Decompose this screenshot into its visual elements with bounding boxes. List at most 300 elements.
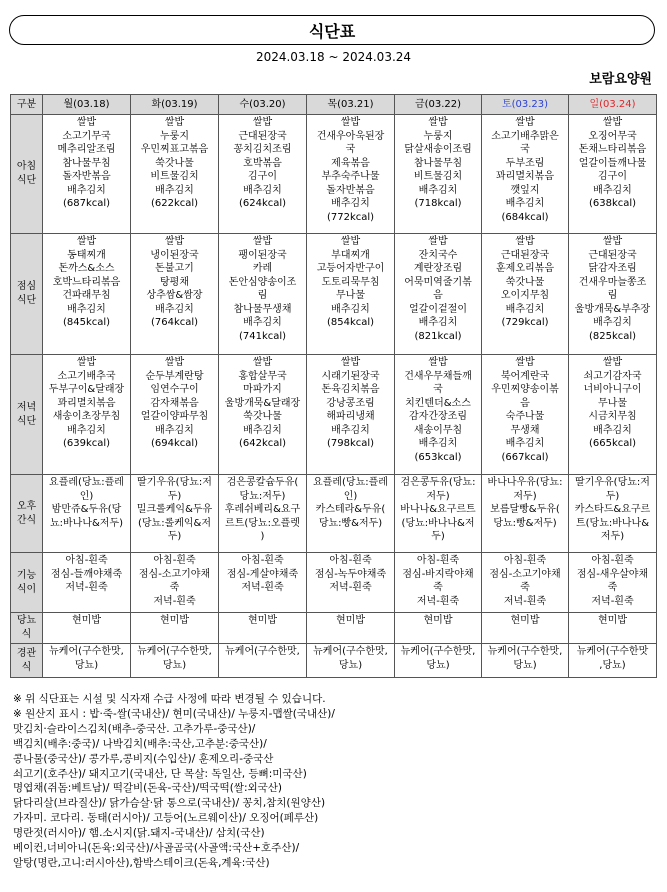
menu-item: 탕평채	[160, 276, 189, 288]
menu-cell-dinner-tue	[131, 355, 219, 475]
menu-item: 당뇨:저두)	[239, 490, 286, 502]
menu-item: 배추김치	[593, 317, 632, 328]
menu-item: 현미밥	[72, 615, 101, 626]
menu-item: 배추김치	[505, 303, 545, 315]
menu-cell-breakfast-fri	[395, 115, 482, 234]
menu-cell-lunch-sun	[569, 234, 657, 355]
menu-item: 쑥갓나물	[243, 411, 282, 422]
menu-item: 근대된장국	[238, 130, 287, 142]
day-header-sun: 일(03.24)	[569, 95, 657, 115]
menu-item: (684kcal)	[501, 211, 549, 223]
notes	[13, 692, 653, 871]
row-label-line: 식	[21, 629, 32, 640]
menu-item: 두)	[167, 490, 182, 502]
menu-cell-lunch-mon	[43, 234, 131, 355]
menu-item: 배추김치	[243, 424, 282, 436]
menu-item: 쌀밥	[602, 357, 623, 368]
menu-item: 숙주나물	[505, 411, 545, 422]
menu-item: (772kcal)	[326, 211, 375, 223]
menu-item: 점심-바지락야채	[402, 568, 474, 580]
row-label-line: 식이	[16, 583, 37, 595]
day-header-thu: 목(03.21)	[307, 95, 395, 115]
menu-item: 보름달빵&두유(	[490, 504, 560, 515]
menu-item: 새송이초장무침	[52, 411, 121, 422]
menu-item: 쌀밥	[340, 236, 361, 247]
menu-cell-breakfast-thu	[307, 115, 395, 234]
menu-item: 국	[433, 384, 443, 395]
menu-item: 림	[257, 290, 268, 301]
menu-item: 점심-게살야채죽	[226, 568, 299, 580]
menu-item: 고등어자반구이	[316, 263, 385, 274]
menu-item: 건새우아욱된장	[316, 130, 385, 142]
menu-item: 아침-흰죽	[65, 555, 108, 566]
menu-item: 쌀밥	[515, 236, 535, 247]
menu-item: 배추김치	[155, 424, 194, 436]
menu-item: 검은콩두유(당뇨:	[400, 477, 476, 488]
menu-item: (당뇨:바나나&저	[401, 517, 475, 529]
menu-table	[10, 94, 657, 678]
menu-item: 당뇨:빵&저두)	[493, 517, 557, 529]
menu-item: 마파가지	[243, 384, 282, 395]
menu-cell-diabetic-diet-sun	[569, 613, 657, 644]
row-functional-diet	[11, 553, 657, 613]
row-label-diabetic-diet	[11, 613, 43, 644]
menu-item: 밀크롤케익&두유	[136, 504, 213, 515]
menu-item: 돈불고기	[155, 263, 194, 274]
menu-item: 당뇨)	[338, 659, 363, 671]
menu-item: 두)	[431, 531, 445, 542]
menu-item: 북어계란국	[500, 370, 550, 382]
menu-item: 뉴케어(구수한맛	[576, 646, 649, 657]
menu-item: 우민찌표고볶음	[140, 144, 209, 155]
menu-item: 쌀밥	[515, 357, 535, 368]
menu-item: (687kcal)	[62, 198, 111, 209]
menu-item: 무생채	[510, 424, 540, 436]
menu-item: 바나나&요구르트	[400, 504, 476, 515]
menu-item: 김구이	[248, 171, 277, 182]
menu-item: 꽁치김치조림	[233, 144, 292, 155]
menu-item: 현미밥	[160, 615, 189, 626]
note-line: 콩나물(중국산)/ 콩가루,콩비지(수입산)/ 훈제오리-중국산	[13, 752, 274, 765]
menu-cell-functional-diet-thu	[307, 553, 395, 613]
menu-cell-afternoon-snack-fri	[395, 475, 482, 553]
menu-item: 치킨텐더&소스	[405, 397, 471, 409]
menu-item: 얼갈이양파무침	[140, 411, 209, 422]
row-label-line: 오후	[16, 500, 37, 512]
menu-item: 배추김치	[418, 438, 458, 449]
menu-cell-dinner-fri	[395, 355, 482, 475]
menu-item: 배추김치	[67, 303, 106, 315]
menu-item: 무나물	[336, 290, 365, 301]
menu-item: 잔치국수	[418, 249, 458, 261]
menu-cell-breakfast-sun	[569, 115, 657, 234]
menu-item: ,당뇨)	[599, 659, 626, 671]
menu-item: 점심-녹두야채죽	[314, 568, 387, 580]
menu-item: 쌀밥	[602, 236, 623, 247]
menu-cell-diabetic-diet-mon	[43, 613, 131, 644]
menu-item: 꽈리멸치볶음	[496, 171, 554, 182]
menu-item: 메추리알조림	[57, 144, 116, 155]
note-line: 쇠고기(호주산)/ 돼지고기(국내산, 단 목살: 독일산, 등뼈:미국산)	[13, 767, 307, 780]
menu-item: 국	[520, 144, 530, 155]
menu-item: 제육볶음	[331, 157, 370, 169]
menu-item: 뉴케어(구수한맛,	[49, 646, 124, 657]
menu-item: 점심-소고기야채	[489, 568, 561, 580]
menu-item: 비트물김치	[150, 171, 199, 182]
menu-item: 당뇨:빵&저두)	[318, 517, 383, 529]
menu-item: (694kcal)	[150, 438, 199, 449]
menu-item: 배추김치	[593, 184, 632, 196]
menu-item: 저두)	[426, 490, 450, 502]
menu-item: 얼갈이겉절이	[409, 303, 467, 315]
menu-cell-functional-diet-sun	[569, 553, 657, 613]
menu-item: 점심-새우살야채	[576, 568, 649, 580]
menu-cell-afternoon-snack-sat	[482, 475, 569, 553]
note-line: 명란젓(러시아)/ 햄.소시지(닭.돼지-국내산)/ 삼치(국산)	[13, 827, 265, 840]
menu-item: 쌀밥	[428, 117, 448, 128]
menu-item: 죽	[520, 582, 530, 593]
note-line: 명엽채(쥐돔:베트남)/ 떡갈비(돈육-국산)/떡국떡(쌀:외국산)	[13, 782, 283, 795]
menu-cell-afternoon-snack-wed	[219, 475, 307, 553]
menu-item: 현미밥	[423, 615, 453, 626]
menu-item: 트(당뇨:바나나&	[575, 517, 650, 529]
menu-item: 아침-흰죽	[503, 555, 547, 566]
menu-item: 부대찌개	[331, 249, 370, 261]
menu-item: 카스테라&두유(	[315, 504, 386, 515]
menu-item: 배추김치	[331, 303, 370, 315]
menu-item: 배추김치	[67, 424, 106, 436]
row-afternoon-snack	[11, 475, 657, 553]
menu-item: 저녁-흰죽	[65, 582, 108, 593]
menu-cell-functional-diet-sat	[482, 553, 569, 613]
menu-cell-breakfast-sat	[482, 115, 569, 234]
menu-item: 돈안심양송이조	[228, 276, 297, 288]
menu-item: 배추김치	[505, 198, 545, 209]
menu-item: 쌀밥	[252, 357, 273, 368]
menu-item: 죽	[433, 582, 443, 593]
menu-item: 저두)	[513, 490, 537, 502]
menu-item: 인)	[79, 490, 94, 502]
menu-item: 닭감자조림	[588, 263, 637, 274]
menu-cell-diabetic-diet-sat	[482, 613, 569, 644]
menu-item: 쌀밥	[164, 236, 185, 247]
menu-cell-functional-diet-fri	[395, 553, 482, 613]
menu-cell-functional-diet-tue	[131, 553, 219, 613]
menu-item: 요플레(당뇨:플레	[313, 477, 388, 488]
menu-item: 아침-흰죽	[153, 555, 196, 566]
menu-item: (718kcal)	[414, 198, 462, 209]
menu-item: 근대된장국	[500, 249, 550, 261]
page-title: 식단표	[308, 21, 356, 41]
row-label-line: 간식	[16, 514, 37, 526]
date-range: 2024.03.18 ~ 2024.03.24	[255, 50, 412, 64]
row-label-line: 당뇨	[16, 615, 37, 626]
menu-item: 당뇨)	[426, 659, 450, 671]
menu-cell-functional-diet-mon	[43, 553, 131, 613]
menu-item: 쌀밥	[428, 236, 448, 247]
menu-cell-dinner-mon	[43, 355, 131, 475]
menu-cell-breakfast-wed	[219, 115, 307, 234]
menu-item: 쌀밥	[515, 117, 535, 128]
menu-cell-diabetic-diet-fri	[395, 613, 482, 644]
menu-item: 국	[345, 144, 356, 155]
menu-item: 아침-흰죽	[416, 555, 460, 566]
menu-item: (624kcal)	[238, 198, 287, 209]
menu-item: 훈제오리볶음	[496, 263, 554, 274]
menu-cell-dinner-sun	[569, 355, 657, 475]
menu-item: 김구이	[598, 171, 627, 182]
note-line: 백김치(배추:중국)/ 나박김치(배추:국산,고추분:중국산)/	[13, 737, 267, 750]
menu-item: 울방개묵&부추장	[574, 303, 651, 315]
menu-item: 얼갈이들깨나물	[578, 157, 647, 169]
menu-cell-breakfast-mon	[43, 115, 131, 234]
menu-item: 쌀밥	[76, 117, 97, 128]
menu-item: 쇠고기감자국	[583, 370, 642, 382]
menu-cell-lunch-wed	[219, 234, 307, 355]
menu-item: (당뇨:롤케익&저	[137, 517, 212, 529]
menu-item: 요플레(당뇨:플레	[49, 477, 124, 488]
menu-item: 카스타드&요구르	[574, 504, 651, 515]
menu-item: 닭살새송이조림	[404, 144, 472, 155]
day-header-wed: 수(03.20)	[219, 95, 307, 115]
day-header-fri: 금(03.22)	[395, 95, 482, 115]
menu-item: 아침-흰죽	[329, 555, 372, 566]
menu-item: 저녁-흰죽	[591, 595, 634, 607]
menu-item: 상추쌈&쌈장	[146, 290, 203, 301]
menu-cell-afternoon-snack-sun	[569, 475, 657, 553]
menu-cell-diabetic-diet-wed	[219, 613, 307, 644]
menu-item: 배추김치	[243, 317, 282, 328]
menu-item: 도토리묵무침	[321, 276, 380, 288]
menu-item: 뉴케어(구수한맛,	[400, 646, 476, 657]
menu-item: 건파래무침	[62, 290, 111, 301]
menu-item: 우민찌양송이볶	[491, 384, 559, 395]
menu-item: (638kcal)	[588, 198, 637, 209]
menu-item: 두)	[605, 490, 620, 502]
note-line: 맛김치·슬라이스김치(배추-중국산. 고추가루-중국산)/	[13, 722, 256, 735]
menu-item: 돈까스&소스	[58, 263, 115, 274]
menu-cell-dinner-wed	[219, 355, 307, 475]
row-diabetic-diet	[11, 613, 657, 644]
menu-cell-tube-feeding-fri	[395, 644, 482, 678]
menu-item: 죽	[169, 582, 180, 593]
menu-item: 뇨:바나나&저두)	[49, 517, 124, 529]
menu-item: 현미밥	[248, 615, 277, 626]
menu-item: 돌자반볶음	[326, 184, 375, 196]
menu-item: 뉴케어(구수한맛,	[313, 646, 388, 657]
menu-item: 꽈리멸치볶음	[57, 397, 116, 409]
row-breakfast	[11, 115, 657, 234]
menu-item: 울방개묵&달래장	[224, 397, 301, 409]
menu-item: 딸기우유(당뇨:저	[137, 477, 212, 488]
menu-item: 쌀밥	[252, 236, 273, 247]
menu-item: 호박볶음	[243, 157, 282, 169]
menu-item: 동태찌개	[67, 249, 106, 261]
day-header-mon: 월(03.18)	[43, 95, 131, 115]
menu-cell-tube-feeding-tue	[131, 644, 219, 678]
menu-item: (798kcal)	[326, 438, 375, 449]
organization-name: 보람요양원	[589, 72, 652, 87]
row-label-afternoon-snack	[11, 475, 43, 553]
menu-item: 딸기우유(당뇨:저	[575, 477, 650, 488]
menu-item: 감자채볶음	[150, 397, 199, 409]
menu-item: (764kcal)	[150, 317, 199, 328]
menu-item: (622kcal)	[150, 198, 199, 209]
menu-item: 건새우마늘쫑조	[578, 276, 647, 288]
menu-item: (741kcal)	[238, 330, 287, 342]
header-row	[11, 95, 657, 115]
menu-item: 두부조림	[505, 157, 545, 169]
menu-item: 저두)	[600, 531, 625, 542]
menu-item: 소고기무국	[62, 130, 111, 142]
menu-cell-tube-feeding-sun	[569, 644, 657, 678]
menu-cell-diabetic-diet-tue	[131, 613, 219, 644]
menu-cell-tube-feeding-mon	[43, 644, 131, 678]
menu-item: )	[260, 531, 265, 542]
row-label-lunch	[11, 234, 43, 355]
menu-item: 호박느타리볶음	[52, 276, 121, 288]
menu-item: 배추김치	[155, 303, 194, 315]
note-line: ※ 위 식단표는 시설 및 식자재 수급 사정에 따라 변경될 수 있습니다.	[13, 693, 326, 705]
menu-item: 순두부계란탕	[145, 370, 204, 382]
menu-cell-tube-feeding-sat	[482, 644, 569, 678]
menu-item: 카레	[252, 263, 273, 274]
menu-item: 당뇨)	[74, 659, 99, 671]
menu-item: 임연수구이	[150, 384, 199, 395]
note-line: 베이컨,너비아니(돈육:외국산)/사골곰국(사골액:국산+호주산)/	[13, 842, 300, 855]
menu-cell-afternoon-snack-thu	[307, 475, 395, 553]
menu-cell-diabetic-diet-thu	[307, 613, 395, 644]
menu-item: 돈육김치볶음	[321, 384, 380, 395]
menu-item: 두부구이&달래장	[48, 384, 125, 395]
menu-item: 쌀밥	[340, 117, 361, 128]
menu-item: 밤만쥬&두유(당	[51, 504, 122, 515]
menu-item: 아침-흰죽	[241, 555, 284, 566]
menu-item: 쌀밥	[602, 117, 623, 128]
menu-item: 점심-소고기야채	[138, 568, 211, 580]
row-label-dinner	[11, 355, 43, 475]
menu-item: 쌀밥	[164, 357, 185, 368]
menu-cell-tube-feeding-wed	[219, 644, 307, 678]
menu-item: 근대된장국	[588, 249, 637, 261]
menu-item: 배추김치	[593, 424, 632, 436]
menu-item: 너비아니구이	[583, 384, 642, 395]
menu-cell-afternoon-snack-tue	[131, 475, 219, 553]
menu-item: 음	[520, 397, 530, 409]
row-label-line: 식	[21, 661, 32, 673]
menu-item: 현미밥	[336, 615, 365, 626]
row-lunch	[11, 234, 657, 355]
menu-item: 배추김치	[67, 184, 106, 196]
menu-item: 홍합살무국	[238, 370, 287, 382]
menu-body	[11, 115, 657, 678]
menu-item: 비트물김치	[413, 171, 463, 182]
menu-item: 쌀밥	[76, 357, 97, 368]
note-line: 닭다리살(브라질산)/ 닭가슴살·닭 통으로(국내산)/ 꽁치,참치(원양산)	[13, 797, 326, 810]
menu-cell-dinner-thu	[307, 355, 395, 475]
menu-item: 강낭콩조림	[326, 397, 375, 409]
menu-item: (642kcal)	[238, 438, 287, 449]
menu-item: 뉴케어(구수한맛,	[487, 646, 563, 657]
menu-item: 저녁-흰죽	[503, 595, 547, 607]
menu-cell-lunch-fri	[395, 234, 482, 355]
day-header-tue: 화(03.19)	[131, 95, 219, 115]
menu-item: 르트(당뇨:오플렛	[225, 517, 300, 529]
menu-item: 새송이무침	[413, 424, 463, 436]
menu-item: 부추숙주나물	[321, 171, 380, 182]
menu-item: 무나물	[598, 397, 627, 409]
menu-item: 배추김치	[505, 438, 545, 449]
menu-item: 팽이된장국	[238, 249, 287, 261]
menu-item: 소고기배추국	[57, 370, 116, 382]
menu-item: 돌자반볶음	[62, 171, 111, 182]
row-label-line: 아침	[16, 161, 37, 172]
row-label-line: 기능	[16, 569, 37, 581]
menu-item: 두)	[167, 531, 182, 542]
menu-item: 참나물무침	[413, 157, 463, 169]
menu-item: 참나물무침	[62, 157, 111, 169]
menu-item: 쑥갓나물	[505, 276, 545, 288]
menu-item: 쌀밥	[428, 357, 448, 368]
menu-cell-tube-feeding-thu	[307, 644, 395, 678]
menu-item: 뉴케어(구수한맛,	[137, 646, 212, 657]
menu-item: 어묵미역줄기볶	[404, 276, 472, 288]
row-label-line: 저녁	[16, 401, 37, 413]
menu-item: 저녁-흰죽	[329, 582, 372, 593]
menu-item: 쌀밥	[340, 357, 361, 368]
menu-item: (821kcal)	[414, 330, 462, 342]
menu-item: 배추김치	[331, 198, 370, 209]
menu-item: 오징어무국	[588, 130, 637, 142]
menu-item: 음	[433, 290, 443, 301]
row-label-line: 점심	[16, 281, 37, 292]
menu-cell-functional-diet-wed	[219, 553, 307, 613]
menu-item: 냉이된장국	[150, 249, 199, 261]
note-line: 알탕(명란,고니:러시아산),함박스테이크(돈육,계육:국산)	[13, 856, 270, 869]
menu-item: 배추김치	[243, 184, 282, 196]
menu-item: 배추김치	[418, 317, 458, 328]
menu-item: 쌀밥	[252, 117, 273, 128]
menu-item: 시금치무침	[588, 411, 637, 422]
menu-item: 계란장조림	[413, 263, 463, 274]
row-tube-feeding	[11, 644, 657, 678]
menu-item: 저녁-흰죽	[153, 595, 196, 607]
row-dinner	[11, 355, 657, 475]
menu-item: 아침-흰죽	[591, 555, 634, 566]
menu-item: (825kcal)	[588, 330, 637, 342]
menu-item: 배추김치	[331, 424, 370, 436]
menu-item: 배추김치	[155, 184, 194, 196]
day-header-sat: 토(03.23)	[482, 95, 569, 115]
menu-cell-lunch-thu	[307, 234, 395, 355]
menu-item: 바나나우유(당뇨:	[487, 477, 563, 488]
menu-item: 인)	[343, 490, 358, 502]
menu-item: 오이지무침	[500, 290, 550, 301]
menu-item: (729kcal)	[501, 317, 549, 328]
menu-item: 시래기된장국	[321, 370, 380, 382]
note-line: 가자미. 코다리. 동태(러시아)/ 고등어(노르웨이산)/ 오징어(페루산)	[13, 812, 319, 825]
note-line: ※ 원산지 표시 : 밥·죽-쌀(국내산)/ 현미(국내산)/ 누룽지-맵쌀(국내산)/	[13, 707, 335, 720]
menu-item: 소고기배추맑은	[491, 130, 559, 142]
row-label-line: 식단	[16, 415, 37, 427]
menu-cell-lunch-sat	[482, 234, 569, 355]
menu-item: 뉴케어(구수한맛,	[225, 646, 300, 657]
menu-item: 감자간장조림	[409, 411, 467, 422]
menu-item: (653kcal)	[414, 451, 462, 463]
menu-cell-breakfast-tue	[131, 115, 219, 234]
row-label-tube-feeding	[11, 644, 43, 678]
menu-item: (667kcal)	[501, 451, 549, 463]
